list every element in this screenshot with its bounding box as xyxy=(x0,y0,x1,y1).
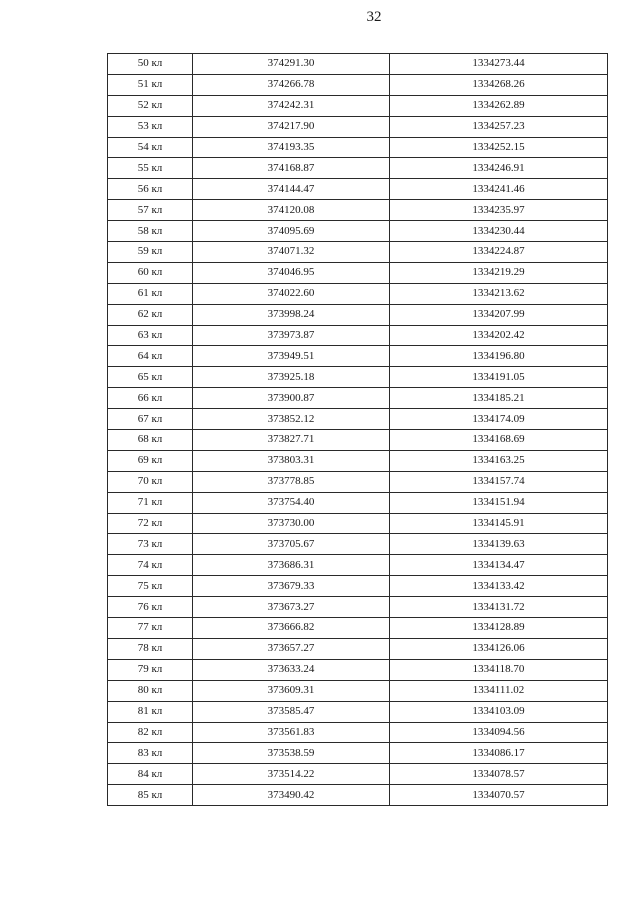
x-coordinate-cell: 373900.87 xyxy=(193,388,390,409)
table-row xyxy=(108,200,608,221)
y-coordinate-cell: 1334133.42 xyxy=(390,576,608,597)
x-coordinate-cell: 373673.27 xyxy=(193,597,390,618)
x-coordinate-cell: 374193.35 xyxy=(193,137,390,158)
point-label-cell: 84 кл xyxy=(108,764,193,785)
table-row xyxy=(108,471,608,492)
x-coordinate-cell: 374071.32 xyxy=(193,242,390,263)
x-coordinate-cell: 373705.67 xyxy=(193,534,390,555)
y-coordinate-cell: 1334246.91 xyxy=(390,158,608,179)
y-coordinate-cell: 1334202.42 xyxy=(390,325,608,346)
point-label-cell: 53 кл xyxy=(108,116,193,137)
point-label-cell: 63 кл xyxy=(108,325,193,346)
y-coordinate-cell: 1334151.94 xyxy=(390,492,608,513)
page-number: 32 xyxy=(366,9,382,25)
x-coordinate-cell: 374144.47 xyxy=(193,179,390,200)
point-label-cell: 85 кл xyxy=(108,785,193,806)
point-label-cell: 76 кл xyxy=(108,597,193,618)
y-coordinate-cell: 1334257.23 xyxy=(390,116,608,137)
y-coordinate-cell: 1334139.63 xyxy=(390,534,608,555)
point-label-cell: 71 кл xyxy=(108,492,193,513)
x-coordinate-cell: 374242.31 xyxy=(193,95,390,116)
table-row xyxy=(108,325,608,346)
y-coordinate-cell: 1334196.80 xyxy=(390,346,608,367)
x-coordinate-cell: 374291.30 xyxy=(193,54,390,75)
y-coordinate-cell: 1334174.09 xyxy=(390,409,608,430)
x-coordinate-cell: 373585.47 xyxy=(193,701,390,722)
table-row xyxy=(108,179,608,200)
table-row xyxy=(108,242,608,263)
x-coordinate-cell: 373754.40 xyxy=(193,492,390,513)
table-row xyxy=(108,597,608,618)
x-coordinate-cell: 373925.18 xyxy=(193,367,390,388)
point-label-cell: 57 кл xyxy=(108,200,193,221)
table-row xyxy=(108,304,608,325)
x-coordinate-cell: 373827.71 xyxy=(193,430,390,451)
point-label-cell: 61 кл xyxy=(108,283,193,304)
table-row xyxy=(108,701,608,722)
y-coordinate-cell: 1334213.62 xyxy=(390,283,608,304)
table-row xyxy=(108,492,608,513)
point-label-cell: 73 кл xyxy=(108,534,193,555)
table-row xyxy=(108,555,608,576)
table-row xyxy=(108,262,608,283)
table-row xyxy=(108,388,608,409)
x-coordinate-cell: 373730.00 xyxy=(193,513,390,534)
y-coordinate-cell: 1334128.89 xyxy=(390,618,608,639)
table-row xyxy=(108,680,608,701)
x-coordinate-cell: 374266.78 xyxy=(193,74,390,95)
x-coordinate-cell: 373657.27 xyxy=(193,638,390,659)
y-coordinate-cell: 1334252.15 xyxy=(390,137,608,158)
table-row xyxy=(108,158,608,179)
y-coordinate-cell: 1334163.25 xyxy=(390,450,608,471)
x-coordinate-cell: 374046.95 xyxy=(193,262,390,283)
table-row xyxy=(108,430,608,451)
point-label-cell: 59 кл xyxy=(108,242,193,263)
table-row xyxy=(108,283,608,304)
point-label-cell: 77 кл xyxy=(108,618,193,639)
point-label-cell: 69 кл xyxy=(108,450,193,471)
point-label-cell: 67 кл xyxy=(108,409,193,430)
table-row xyxy=(108,137,608,158)
table-row xyxy=(108,534,608,555)
point-label-cell: 82 кл xyxy=(108,722,193,743)
table-row xyxy=(108,367,608,388)
x-coordinate-cell: 373666.82 xyxy=(193,618,390,639)
y-coordinate-cell: 1334191.05 xyxy=(390,367,608,388)
table-row xyxy=(108,513,608,534)
table-row xyxy=(108,221,608,242)
y-coordinate-cell: 1334207.99 xyxy=(390,304,608,325)
y-coordinate-cell: 1334230.44 xyxy=(390,221,608,242)
x-coordinate-cell: 373998.24 xyxy=(193,304,390,325)
table-row xyxy=(108,743,608,764)
point-label-cell: 56 кл xyxy=(108,179,193,200)
x-coordinate-cell: 373561.83 xyxy=(193,722,390,743)
y-coordinate-cell: 1334185.21 xyxy=(390,388,608,409)
point-label-cell: 83 кл xyxy=(108,743,193,764)
y-coordinate-cell: 1334103.09 xyxy=(390,701,608,722)
point-label-cell: 54 кл xyxy=(108,137,193,158)
table-row xyxy=(108,54,608,75)
y-coordinate-cell: 1334235.97 xyxy=(390,200,608,221)
x-coordinate-cell: 373679.33 xyxy=(193,576,390,597)
x-coordinate-cell: 373633.24 xyxy=(193,659,390,680)
point-label-cell: 70 кл xyxy=(108,471,193,492)
x-coordinate-cell: 374022.60 xyxy=(193,283,390,304)
table-row xyxy=(108,409,608,430)
y-coordinate-cell: 1334219.29 xyxy=(390,262,608,283)
table-row xyxy=(108,74,608,95)
x-coordinate-cell: 373973.87 xyxy=(193,325,390,346)
coordinates-table-body xyxy=(108,54,608,806)
y-coordinate-cell: 1334273.44 xyxy=(390,54,608,75)
y-coordinate-cell: 1334118.70 xyxy=(390,659,608,680)
x-coordinate-cell: 373852.12 xyxy=(193,409,390,430)
x-coordinate-cell: 374095.69 xyxy=(193,221,390,242)
y-coordinate-cell: 1334157.74 xyxy=(390,471,608,492)
table-row xyxy=(108,722,608,743)
x-coordinate-cell: 373949.51 xyxy=(193,346,390,367)
coordinates-table xyxy=(107,53,608,806)
y-coordinate-cell: 1334168.69 xyxy=(390,430,608,451)
table-row xyxy=(108,346,608,367)
y-coordinate-cell: 1334111.02 xyxy=(390,680,608,701)
y-coordinate-cell: 1334134.47 xyxy=(390,555,608,576)
table-row xyxy=(108,450,608,471)
point-label-cell: 64 кл xyxy=(108,346,193,367)
point-label-cell: 81 кл xyxy=(108,701,193,722)
point-label-cell: 50 кл xyxy=(108,54,193,75)
x-coordinate-cell: 373490.42 xyxy=(193,785,390,806)
point-label-cell: 51 кл xyxy=(108,74,193,95)
x-coordinate-cell: 373803.31 xyxy=(193,450,390,471)
x-coordinate-cell: 374168.87 xyxy=(193,158,390,179)
y-coordinate-cell: 1334094.56 xyxy=(390,722,608,743)
y-coordinate-cell: 1334126.06 xyxy=(390,638,608,659)
table-row xyxy=(108,95,608,116)
point-label-cell: 80 кл xyxy=(108,680,193,701)
point-label-cell: 65 кл xyxy=(108,367,193,388)
point-label-cell: 55 кл xyxy=(108,158,193,179)
point-label-cell: 52 кл xyxy=(108,95,193,116)
table-row xyxy=(108,659,608,680)
point-label-cell: 78 кл xyxy=(108,638,193,659)
x-coordinate-cell: 373514.22 xyxy=(193,764,390,785)
y-coordinate-cell: 1334224.87 xyxy=(390,242,608,263)
table-row xyxy=(108,116,608,137)
point-label-cell: 66 кл xyxy=(108,388,193,409)
x-coordinate-cell: 373538.59 xyxy=(193,743,390,764)
point-label-cell: 79 кл xyxy=(108,659,193,680)
x-coordinate-cell: 374217.90 xyxy=(193,116,390,137)
x-coordinate-cell: 374120.08 xyxy=(193,200,390,221)
x-coordinate-cell: 373686.31 xyxy=(193,555,390,576)
table-row xyxy=(108,785,608,806)
point-label-cell: 75 кл xyxy=(108,576,193,597)
point-label-cell: 72 кл xyxy=(108,513,193,534)
table-row xyxy=(108,638,608,659)
point-label-cell: 68 кл xyxy=(108,430,193,451)
y-coordinate-cell: 1334078.57 xyxy=(390,764,608,785)
y-coordinate-cell: 1334086.17 xyxy=(390,743,608,764)
table-row xyxy=(108,618,608,639)
x-coordinate-cell: 373609.31 xyxy=(193,680,390,701)
y-coordinate-cell: 1334070.57 xyxy=(390,785,608,806)
y-coordinate-cell: 1334262.89 xyxy=(390,95,608,116)
point-label-cell: 74 кл xyxy=(108,555,193,576)
point-label-cell: 58 кл xyxy=(108,221,193,242)
y-coordinate-cell: 1334241.46 xyxy=(390,179,608,200)
x-coordinate-cell: 373778.85 xyxy=(193,471,390,492)
y-coordinate-cell: 1334131.72 xyxy=(390,597,608,618)
y-coordinate-cell: 1334268.26 xyxy=(390,74,608,95)
table-row xyxy=(108,576,608,597)
table-row xyxy=(108,764,608,785)
point-label-cell: 62 кл xyxy=(108,304,193,325)
point-label-cell: 60 кл xyxy=(108,262,193,283)
y-coordinate-cell: 1334145.91 xyxy=(390,513,608,534)
